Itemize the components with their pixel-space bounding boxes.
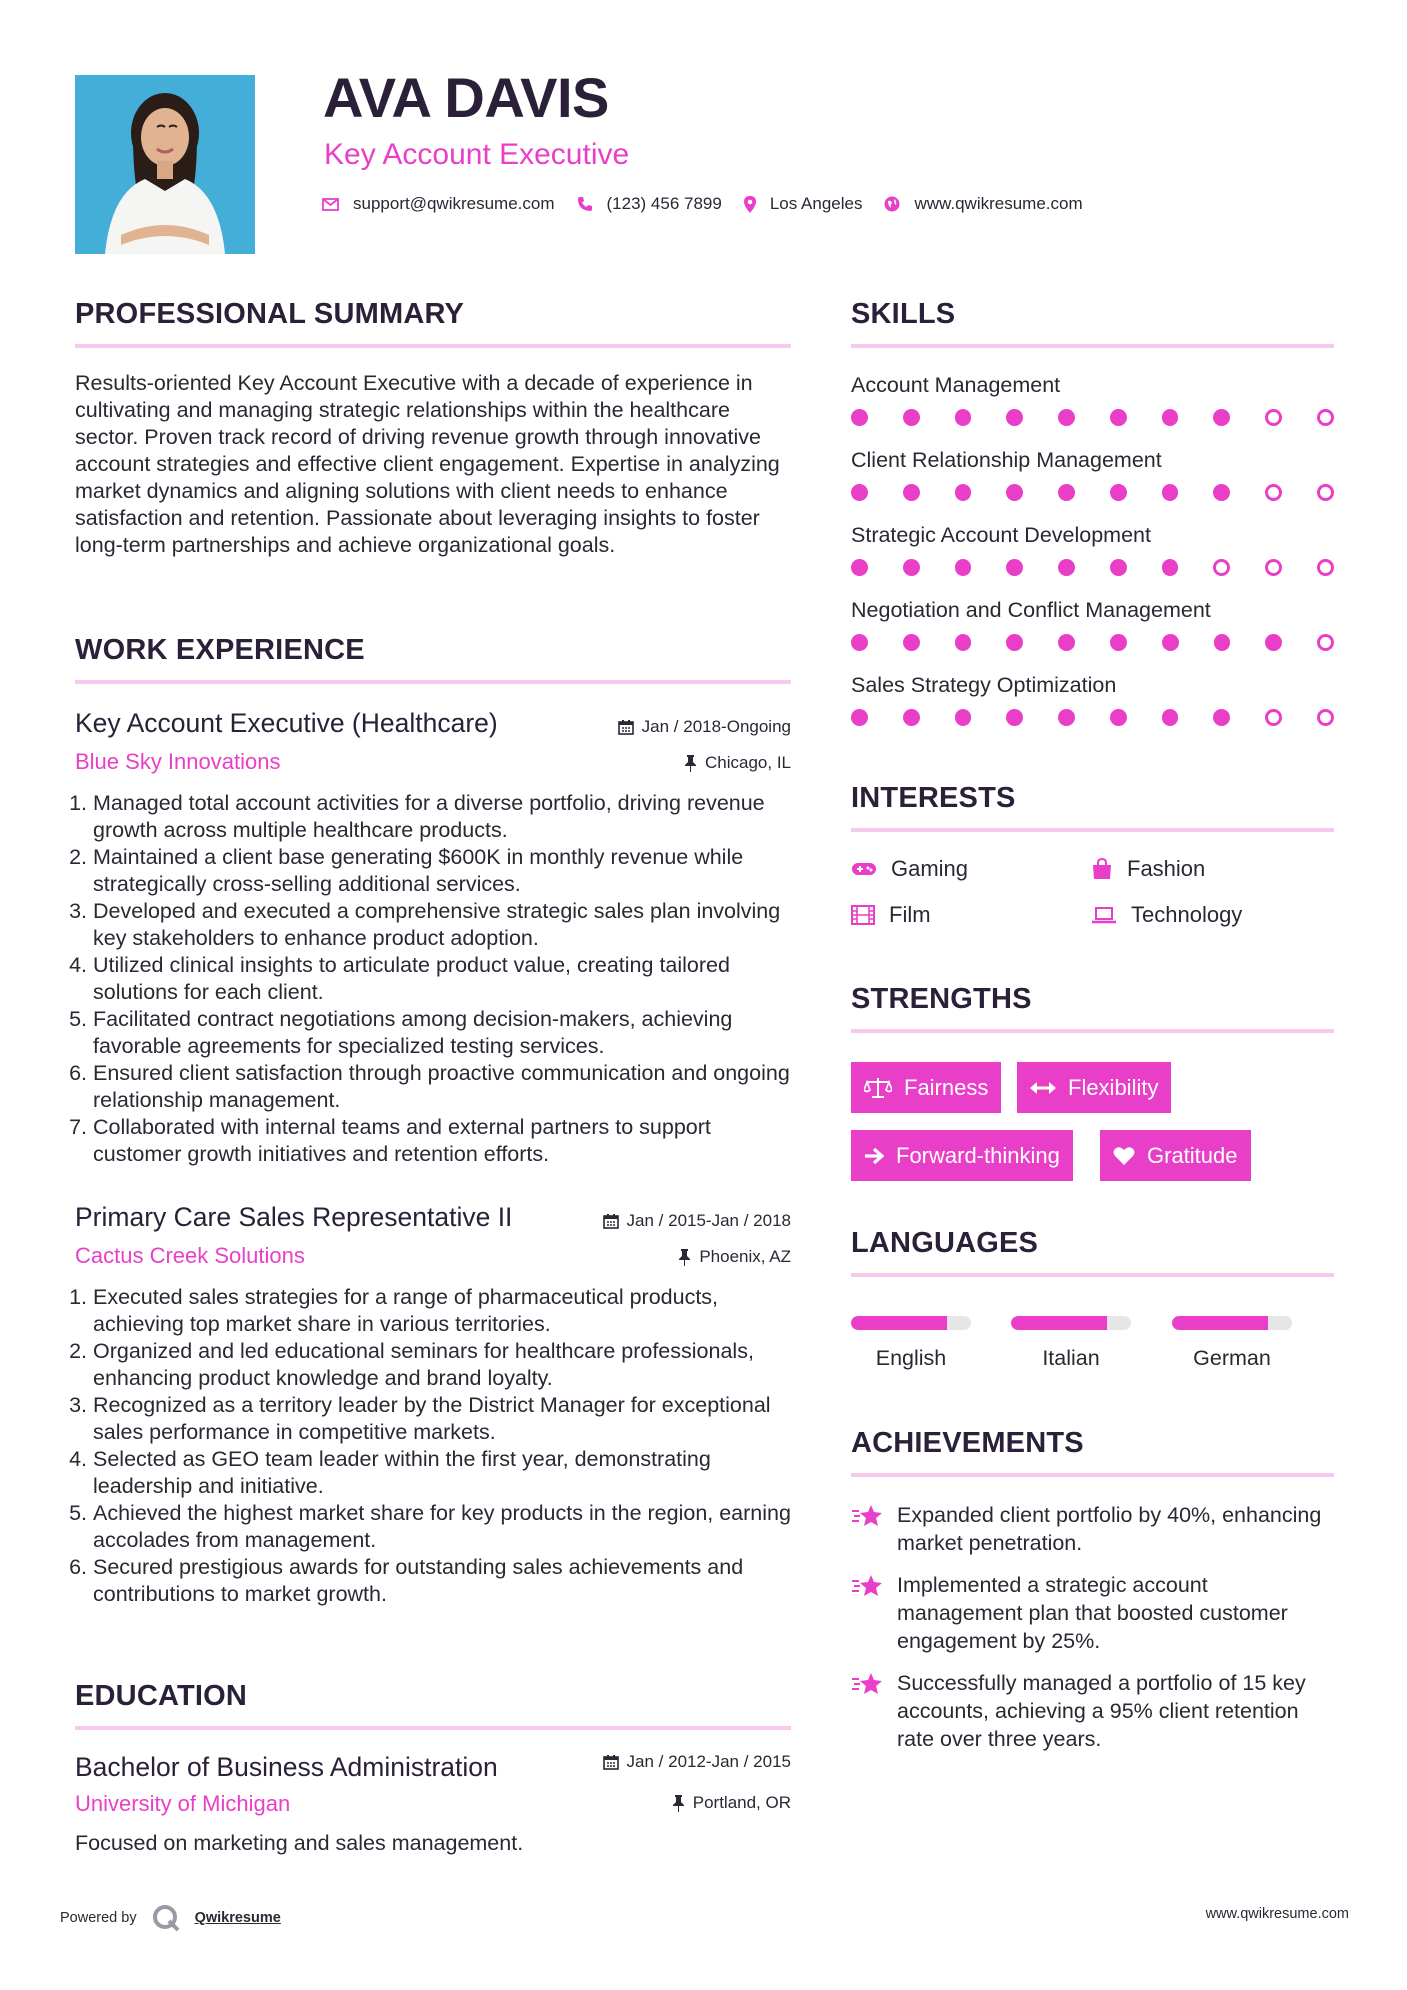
interest-label: Gaming xyxy=(891,856,969,881)
heart-icon xyxy=(1113,1146,1135,1166)
degree-title: Bachelor of Business Administration xyxy=(75,1752,498,1782)
job-location-text: Chicago, IL xyxy=(705,753,791,772)
footer-website[interactable]: www.qwikresume.com xyxy=(1205,1906,1349,1922)
interest-label: Fashion xyxy=(1127,856,1206,881)
rating-dot-filled xyxy=(1162,559,1179,576)
list-item: 5. Facilitated contract negotiations among decision-makers, achieving favorable agreements for specialized testing services. xyxy=(93,1006,793,1060)
pushpin-icon xyxy=(672,1795,685,1812)
contact-bar xyxy=(322,194,1105,214)
rating-dot-filled xyxy=(851,634,868,651)
experience-section xyxy=(75,634,791,684)
list-item: 3. Developed and executed a comprehensive strategic sales plan involving key stakeholders to enhance product adoption. xyxy=(93,898,793,952)
strength-tag xyxy=(851,1130,1073,1181)
achievement-text: Implemented a strategic account management plan that boosted customer engagement by 25%. xyxy=(897,1573,1288,1653)
achievements-heading: ACHIEVEMENTS xyxy=(851,1427,1084,1459)
rating-dot-filled xyxy=(1265,634,1282,651)
rating-dot-empty xyxy=(1265,409,1282,426)
rating-dot-filled xyxy=(903,709,920,726)
strength-tag xyxy=(851,1062,1001,1113)
achievement-text: Successfully managed a portfolio of 15 key accounts, achieving a 95% client retention rate over three years. xyxy=(897,1671,1306,1751)
list-item: 2. Organized and led educational seminars for healthcare professionals, enhancing product knowledge and brand loyalty. xyxy=(93,1338,793,1392)
rating-dot-filled xyxy=(955,409,972,426)
skills-divider xyxy=(851,344,1334,348)
skill-item xyxy=(851,523,1334,598)
email-text: support@qwikresume.com xyxy=(353,194,555,213)
rating-dot-filled xyxy=(1162,484,1179,501)
rating-dot-filled xyxy=(851,409,868,426)
film-icon xyxy=(851,905,875,925)
rating-dot-filled xyxy=(903,634,920,651)
languages-section xyxy=(851,1227,1334,1277)
language-level-fill xyxy=(1011,1316,1107,1330)
skill-name: Negotiation and Conflict Management xyxy=(851,598,1211,622)
rating-dot-filled xyxy=(1213,409,1230,426)
website-text: www.qwikresume.com xyxy=(914,194,1083,213)
language-name: English xyxy=(875,1346,947,1370)
rating-dot-filled xyxy=(1162,409,1179,426)
skill-rating xyxy=(851,634,1334,651)
pushpin-icon xyxy=(678,1249,691,1266)
rating-dot-empty xyxy=(1317,409,1334,426)
achievements-section xyxy=(851,1427,1334,1477)
pushpin-icon xyxy=(684,755,697,772)
strength-tag xyxy=(1100,1130,1251,1181)
list-item: 7. Collaborated with internal teams and external partners to support customer growth initiatives and retention efforts. xyxy=(93,1114,793,1168)
rating-dot-filled xyxy=(1006,409,1023,426)
job-company: Blue Sky Innovations xyxy=(75,749,281,774)
interests-heading: INTERESTS xyxy=(851,782,1016,814)
summary-divider xyxy=(75,344,791,348)
rating-dot-filled xyxy=(903,484,920,501)
interests-section xyxy=(851,782,1334,832)
achievement-item xyxy=(851,1501,1334,1557)
language-item xyxy=(851,1316,971,1371)
summary-section xyxy=(75,298,791,559)
job-location-text: Phoenix, AZ xyxy=(699,1247,791,1266)
language-name: German xyxy=(1193,1346,1271,1370)
education-section xyxy=(75,1680,791,1730)
qwikresume-link[interactable]: Qwikresume xyxy=(194,1910,281,1926)
language-item xyxy=(1172,1316,1292,1371)
job-location xyxy=(678,1247,791,1267)
envelope-icon xyxy=(322,198,339,211)
rating-dot-filled xyxy=(1006,559,1023,576)
rating-dot-filled xyxy=(1213,709,1230,726)
rating-dot-filled xyxy=(1110,709,1127,726)
rating-dot-filled xyxy=(1058,559,1075,576)
list-item: 3. Recognized as a territory leader by the District Manager for exceptional sales performance in competitive markets. xyxy=(93,1392,793,1446)
globe-icon xyxy=(884,196,900,212)
education-location xyxy=(672,1793,791,1813)
skill-item xyxy=(851,598,1334,673)
rating-dot-filled xyxy=(851,559,868,576)
powered-by-text: Powered by xyxy=(60,1910,137,1926)
arrow-right-icon xyxy=(864,1147,884,1165)
skills-list xyxy=(851,373,1334,748)
candidate-name: AVA DAVIS xyxy=(323,66,609,129)
shooting-star-icon xyxy=(851,1671,883,1697)
contact-location xyxy=(744,194,863,214)
job-title: Key Account Executive (Healthcare) xyxy=(75,708,498,738)
language-level-bar xyxy=(1172,1316,1292,1330)
school-name: University of Michigan xyxy=(75,1791,291,1816)
skills-section xyxy=(851,298,1334,348)
summary-text: Results-oriented Key Account Executive with a decade of experience in cultivating and managing strategic relationships within the healthcare sector. Proven track record of driving revenue growth through innovative account strategies and effective client engagement. Expertise in analyzing market dynamics and aligning solutions with client needs to enhance satisfaction and retention. Passionate about leveraging insights to foster long-term partnerships and achieve organizational goals. xyxy=(75,371,780,557)
profile-photo xyxy=(75,75,255,254)
phone-icon xyxy=(577,196,593,212)
achievement-item xyxy=(851,1571,1334,1655)
rating-dot-empty xyxy=(1317,709,1334,726)
qwikresume-logo-icon xyxy=(151,1903,181,1933)
skill-name: Account Management xyxy=(851,373,1061,397)
experience-heading: WORK EXPERIENCE xyxy=(75,634,365,666)
rating-dot-filled xyxy=(1058,709,1075,726)
list-item: 6. Secured prestigious awards for outstanding sales achievements and contributions to market growth. xyxy=(93,1554,793,1608)
summary-heading: PROFESSIONAL SUMMARY xyxy=(75,298,465,330)
rating-dot-filled xyxy=(851,484,868,501)
achievement-text: Expanded client portfolio by 40%, enhancing market penetration. xyxy=(897,1503,1322,1555)
rating-dot-filled xyxy=(1162,634,1179,651)
list-item: 2. Maintained a client base generating $600K in monthly revenue while strategically cross-selling additional services. xyxy=(93,844,793,898)
language-level-fill xyxy=(1172,1316,1268,1330)
education-dates-text: Jan / 2012-Jan / 2015 xyxy=(626,1752,791,1771)
skill-rating xyxy=(851,484,1334,501)
contact-website[interactable] xyxy=(884,194,1082,214)
job-responsibilities xyxy=(75,1284,793,1608)
interest-fashion xyxy=(1091,856,1205,882)
contact-email[interactable] xyxy=(322,194,555,214)
rating-dot-empty xyxy=(1317,484,1334,501)
skill-name: Strategic Account Development xyxy=(851,523,1151,547)
rating-dot-filled xyxy=(1110,559,1127,576)
rating-dot-filled xyxy=(1006,484,1023,501)
education-heading: EDUCATION xyxy=(75,1680,248,1712)
rating-dot-filled xyxy=(955,634,972,651)
experience-divider xyxy=(75,680,791,684)
candidate-title: Key Account Executive xyxy=(324,138,630,171)
strength-tag xyxy=(1017,1062,1171,1113)
skill-item xyxy=(851,373,1334,448)
education-divider xyxy=(75,1726,791,1730)
rating-dot-empty xyxy=(1213,559,1230,576)
shooting-star-icon xyxy=(851,1503,883,1529)
strengths-divider xyxy=(851,1029,1334,1033)
skills-heading: SKILLS xyxy=(851,298,956,330)
rating-dot-filled xyxy=(1058,634,1075,651)
interests-divider xyxy=(851,828,1334,832)
interest-label: Technology xyxy=(1131,902,1243,927)
skill-rating xyxy=(851,559,1334,576)
job-dates xyxy=(603,1211,791,1231)
phone-text: (123) 456 7899 xyxy=(606,194,722,213)
laptop-icon xyxy=(1091,906,1117,924)
job-dates-text: Jan / 2018-Ongoing xyxy=(641,717,791,736)
education-dates xyxy=(603,1752,791,1772)
strengths-heading: STRENGTHS xyxy=(851,983,1032,1015)
skill-rating xyxy=(851,409,1334,426)
rating-dot-filled xyxy=(1058,484,1075,501)
languages-heading: LANGUAGES xyxy=(851,1227,1039,1259)
rating-dot-empty xyxy=(1265,559,1282,576)
rating-dot-filled xyxy=(1058,409,1075,426)
strength-label: Flexibility xyxy=(1068,1074,1159,1100)
shooting-star-icon xyxy=(851,1573,883,1599)
balance-scale-icon xyxy=(864,1077,892,1099)
rating-dot-filled xyxy=(1162,709,1179,726)
calendar-icon xyxy=(603,1213,619,1229)
rating-dot-filled xyxy=(955,709,972,726)
rating-dot-filled xyxy=(1110,484,1127,501)
job-title: Primary Care Sales Representative II xyxy=(75,1202,513,1232)
skill-rating xyxy=(851,709,1334,726)
interest-film xyxy=(851,902,931,928)
skill-item xyxy=(851,673,1334,748)
achievements-divider xyxy=(851,1473,1334,1477)
strength-label: Fairness xyxy=(904,1074,989,1100)
job-dates-text: Jan / 2015-Jan / 2018 xyxy=(626,1211,791,1230)
rating-dot-filled xyxy=(955,559,972,576)
rating-dot-filled xyxy=(1006,634,1023,651)
rating-dot-empty xyxy=(1317,559,1334,576)
rating-dot-empty xyxy=(1317,634,1334,651)
skill-name: Client Relationship Management xyxy=(851,448,1162,472)
contact-phone[interactable] xyxy=(577,194,722,214)
gamepad-icon xyxy=(851,861,877,877)
education-description: Focused on marketing and sales management. xyxy=(75,1831,524,1855)
footer-powered-by xyxy=(60,1903,281,1933)
rating-dot-filled xyxy=(903,409,920,426)
calendar-icon xyxy=(618,719,634,735)
strengths-section xyxy=(851,983,1334,1033)
list-item: 6. Ensured client satisfaction through proactive communication and ongoing relationship management. xyxy=(93,1060,793,1114)
rating-dot-filled xyxy=(1214,634,1231,651)
language-level-bar xyxy=(851,1316,971,1330)
skill-item xyxy=(851,448,1334,523)
arrows-horizontal-icon xyxy=(1030,1081,1056,1095)
list-item: 5. Achieved the highest market share for key products in the region, earning accolades from management. xyxy=(93,1500,793,1554)
interest-gaming xyxy=(851,856,968,882)
list-item: 1. Managed total account activities for a diverse portfolio, driving revenue growth across multiple healthcare products. xyxy=(93,790,793,844)
language-item xyxy=(1011,1316,1131,1371)
rating-dot-empty xyxy=(1265,484,1282,501)
list-item: 4. Utilized clinical insights to articulate product value, creating tailored solutions for each client. xyxy=(93,952,793,1006)
language-level-bar xyxy=(1011,1316,1131,1330)
calendar-icon xyxy=(603,1754,619,1770)
shopping-bag-icon xyxy=(1091,858,1113,880)
map-pin-icon xyxy=(744,196,756,213)
rating-dot-filled xyxy=(1110,409,1127,426)
list-item: 4. Selected as GEO team leader within the first year, demonstrating leadership and initiative. xyxy=(93,1446,793,1500)
list-item: 1. Executed sales strategies for a range of pharmaceutical products, achieving top market share in various territories. xyxy=(93,1284,793,1338)
location-text: Los Angeles xyxy=(769,194,863,213)
job-location xyxy=(684,753,791,773)
education-location-text: Portland, OR xyxy=(692,1793,791,1812)
interest-technology xyxy=(1091,902,1242,928)
strength-label: Gratitude xyxy=(1147,1142,1238,1168)
job-responsibilities xyxy=(75,790,793,1168)
rating-dot-filled xyxy=(851,709,868,726)
rating-dot-filled xyxy=(955,484,972,501)
rating-dot-empty xyxy=(1265,709,1282,726)
language-name: Italian xyxy=(1042,1346,1100,1370)
interest-label: Film xyxy=(889,902,931,927)
achievement-item xyxy=(851,1669,1334,1753)
job-dates xyxy=(618,717,791,737)
rating-dot-filled xyxy=(903,559,920,576)
strength-label: Forward-thinking xyxy=(896,1142,1060,1168)
rating-dot-filled xyxy=(1006,709,1023,726)
languages-divider xyxy=(851,1273,1334,1277)
rating-dot-filled xyxy=(1110,634,1127,651)
skill-name: Sales Strategy Optimization xyxy=(851,673,1117,697)
rating-dot-filled xyxy=(1213,484,1230,501)
language-level-fill xyxy=(851,1316,947,1330)
job-company: Cactus Creek Solutions xyxy=(75,1243,305,1268)
